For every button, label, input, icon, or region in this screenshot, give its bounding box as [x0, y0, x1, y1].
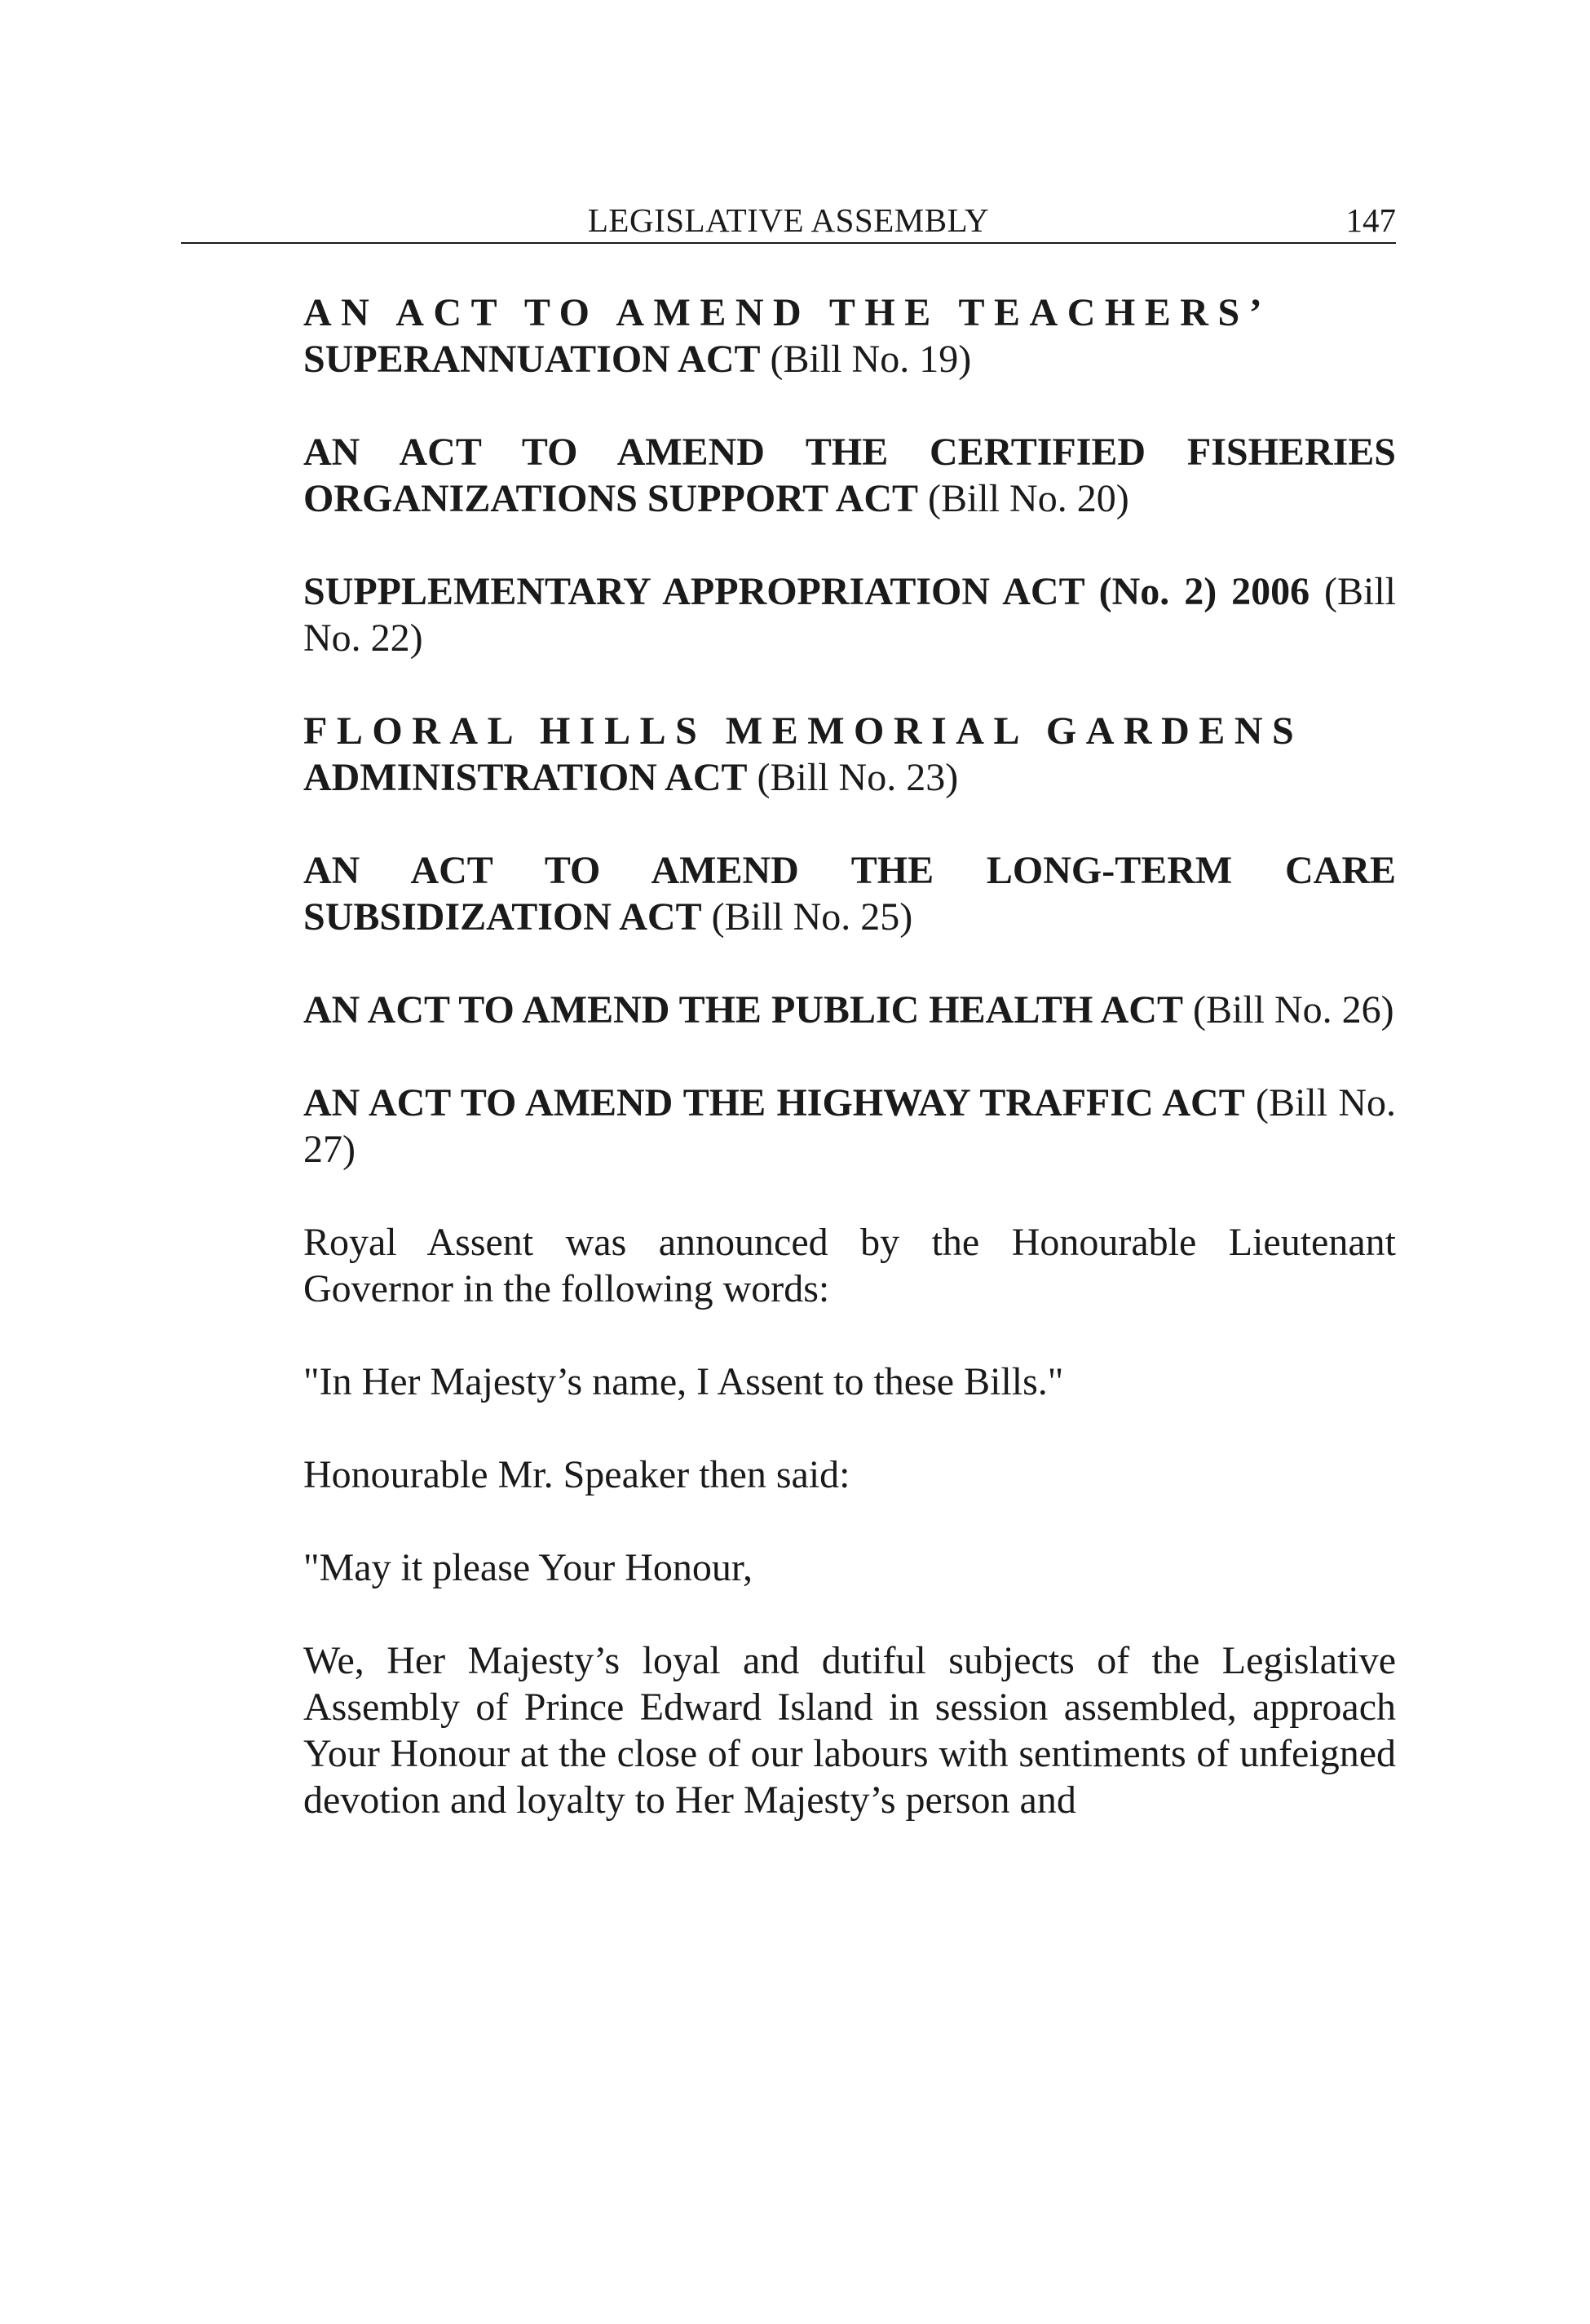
bill-entry-26	[303, 987, 1396, 1033]
running-header	[181, 199, 1396, 241]
bill-title: AN ACT TO AMEND THE TEACHERS’	[303, 291, 1272, 334]
bill-title: FLORAL HILLS MEMORIAL GARDENS	[303, 709, 1304, 753]
bill-title: ADMINISTRATION ACT	[303, 756, 748, 799]
bill-number: (Bill No. 23)	[747, 756, 959, 799]
address-salutation: "May it please Your Honour,	[303, 1546, 753, 1589]
assent-quote: "In Her Majesty’s name, I Assent to these Bills."	[303, 1360, 1064, 1403]
bill-number: (Bill No. 22)	[303, 570, 1396, 660]
bill-title: SUPPLEMENTARY APPROPRIATION ACT (No. 2) 2006	[303, 570, 1310, 613]
bill-number: (Bill No. 27)	[303, 1081, 1396, 1171]
bill-title: AN ACT TO AMEND THE LONG-TERM CARE SUBSIDIZATION ACT	[303, 849, 1396, 939]
bill-entry-25	[303, 847, 1396, 940]
page-number: 147	[1345, 201, 1396, 239]
bill-entry-20	[303, 429, 1396, 522]
address-paragraph: We, Her Majesty’s loyal and dutiful subjects of the Legislative Assembly of Prince Edward Island in session assembled, approach Your Honour at the close of our labours with sentiments of unfeigned devotion and loyalty to Her Majesty’s person and	[303, 1639, 1396, 1822]
bill-number: (Bill No. 25)	[701, 895, 913, 939]
bill-title: AN ACT TO AMEND THE HIGHWAY TRAFFIC ACT	[303, 1081, 1245, 1124]
bill-number: (Bill No. 19)	[760, 338, 972, 381]
bill-number: (Bill No. 20)	[918, 477, 1129, 520]
bill-number: (Bill No. 26)	[1182, 988, 1394, 1032]
speaker-intro: Honourable Mr. Speaker then said:	[303, 1453, 850, 1496]
header-title: LEGISLATIVE ASSEMBLY	[587, 201, 990, 239]
document-body	[303, 289, 1396, 1823]
bill-title: SUPERANNUATION ACT	[303, 338, 761, 381]
bill-entry-27	[303, 1080, 1396, 1173]
bill-entry-22	[303, 568, 1396, 661]
royal-assent-paragraph: Royal Assent was announced by the Honourable Lieutenant Governor in the following words:	[303, 1221, 1396, 1310]
bill-entry-19	[303, 289, 1396, 382]
header-rule	[181, 242, 1396, 244]
bill-title: AN ACT TO AMEND THE PUBLIC HEALTH ACT	[303, 988, 1183, 1032]
bill-entry-23	[303, 708, 1396, 801]
bill-title: AN ACT TO AMEND THE CERTIFIED FISHERIES ORGANIZATIONS SUPPORT ACT	[303, 431, 1396, 520]
